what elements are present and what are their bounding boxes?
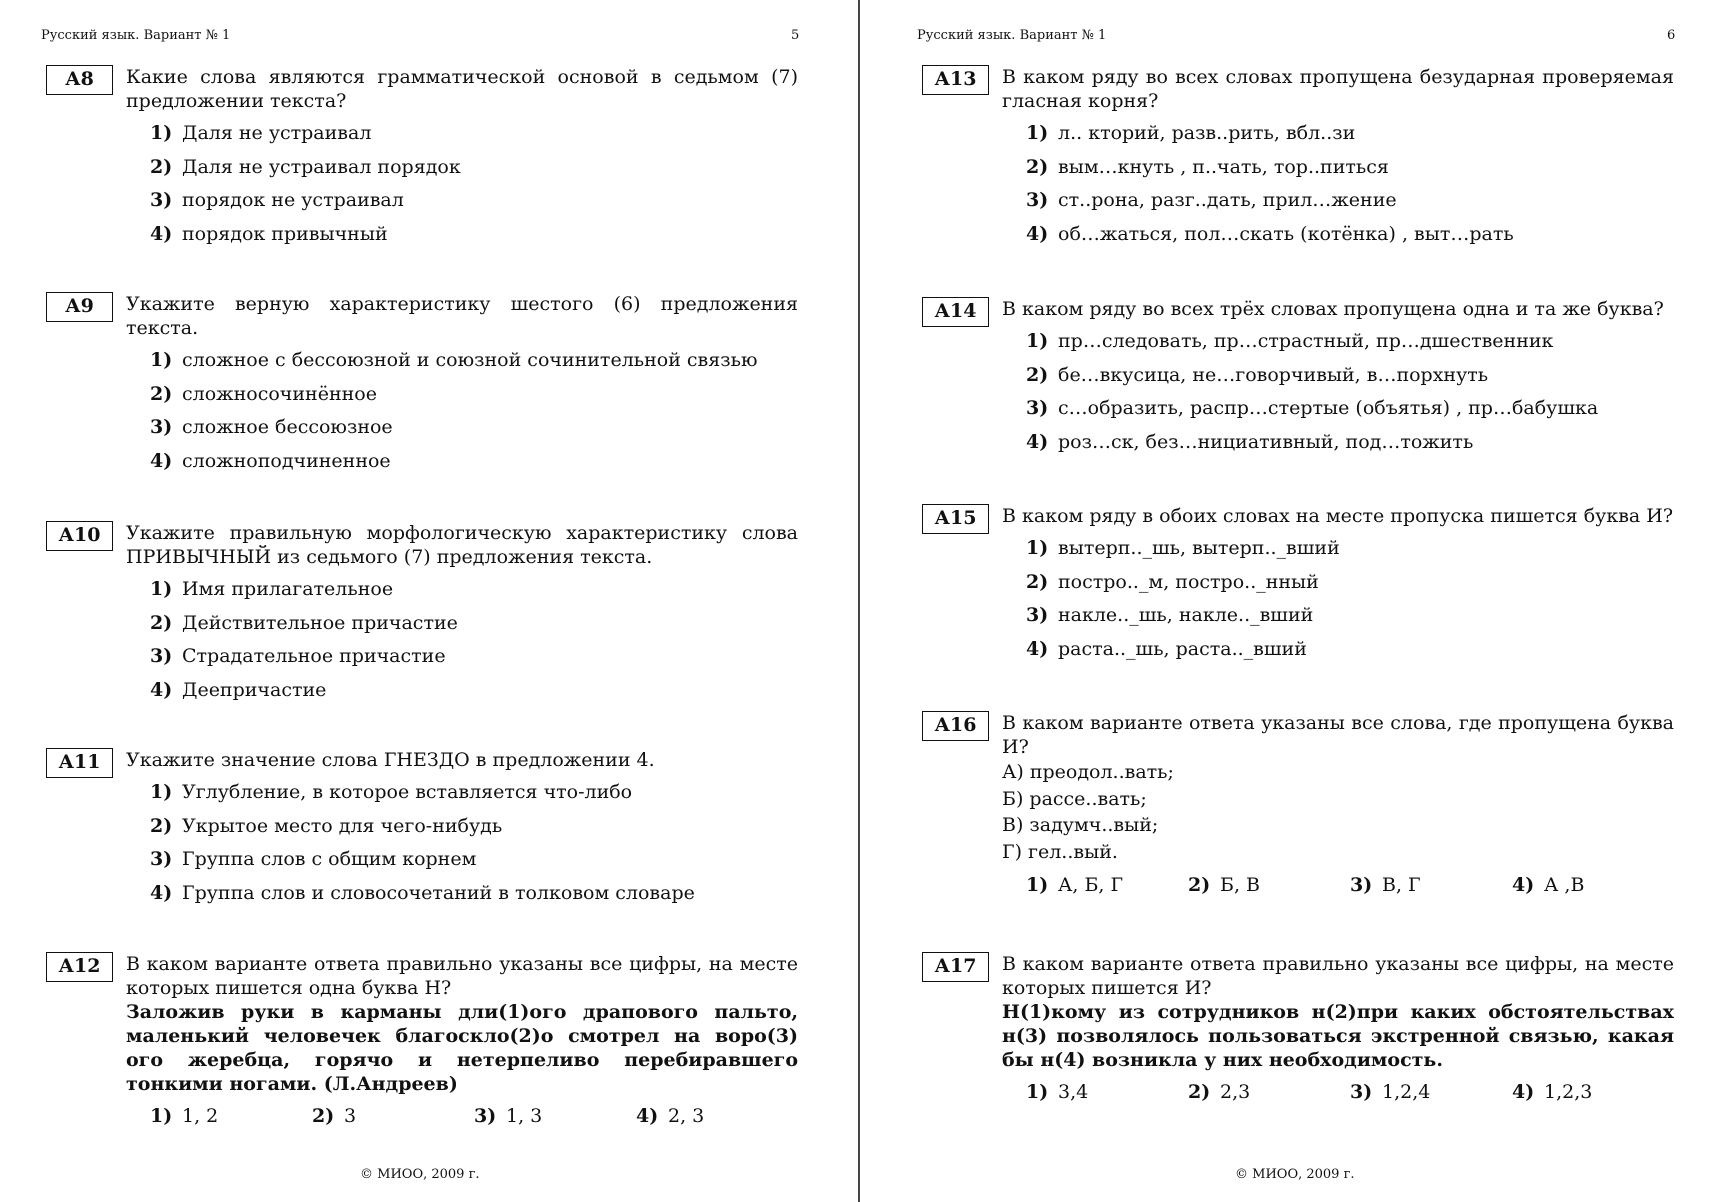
question-stem: Укажите правильную морфологическую характеристику слова ПРИВЫЧНЫЙ из седьмого (7) предложения текста. <box>126 522 798 568</box>
page-divider <box>858 0 860 1202</box>
answer-option[interactable]: 2) постро.._м, постро.._нный <box>1026 570 1319 593</box>
answer-option[interactable]: 4) А ,В <box>1512 874 1585 896</box>
word-item: А) преодол..вать; <box>1002 761 1174 783</box>
question-stem: В каком варианте ответа указаны все слова, где пропущена буква И? <box>1002 712 1674 758</box>
answer-option[interactable]: 4) Деепричастие <box>150 678 327 701</box>
answer-option[interactable]: 2) 3 <box>312 1105 357 1127</box>
question-label: А16 <box>922 711 989 741</box>
question-a15 <box>922 504 1674 666</box>
answer-option[interactable]: 1) Имя прилагательное <box>150 578 394 600</box>
question-a9 <box>46 292 798 478</box>
question-stem: Укажите значение слова ГНЕЗДО в предложении 4. <box>126 749 655 771</box>
answer-options <box>150 344 798 478</box>
question-a10 <box>46 521 798 707</box>
answer-option[interactable]: 1) А, Б, Г <box>1026 874 1124 896</box>
answer-option[interactable]: 4) раста.._шь, раста.._вший <box>1026 637 1307 660</box>
answer-options <box>1026 117 1674 251</box>
question-label: А8 <box>46 65 113 95</box>
answer-option[interactable]: 3) накле.._шь, накле.._вший <box>1026 604 1314 626</box>
answer-option[interactable]: 2) Укрытое место для чего-нибудь <box>150 814 503 837</box>
answer-option[interactable]: 4) 1,2,3 <box>1512 1081 1593 1103</box>
answer-option[interactable]: 1) пр…следовать, пр…страстный, пр…дшественник <box>1026 330 1554 352</box>
question-label: А12 <box>46 952 113 982</box>
question-label: А9 <box>46 292 113 322</box>
answer-option[interactable]: 4) порядок привычный <box>150 222 388 245</box>
question-a17 <box>922 952 1674 1110</box>
question-stem: В каком варианте ответа правильно указаны все цифры, на месте которых пишется одна буква Н? <box>126 953 798 999</box>
question-label: А13 <box>922 65 989 95</box>
answer-options <box>150 1100 798 1134</box>
footer-copyright: © МИОО, 2009 г. <box>360 1167 480 1182</box>
answer-option[interactable]: 3) 1, 3 <box>474 1105 543 1127</box>
answer-option[interactable]: 3) В, Г <box>1350 874 1421 896</box>
word-item: Б) рассе..вать; <box>1002 787 1147 810</box>
answer-option[interactable]: 4) Группа слов и словосочетаний в толковом словаре <box>150 881 695 904</box>
answer-options <box>150 573 798 707</box>
answer-option[interactable]: 3) с…образить, распр…стертые (объятья) , пр…бабушка <box>1026 397 1599 419</box>
question-label: А14 <box>922 297 989 327</box>
answer-option[interactable]: 3) порядок не устраивал <box>150 189 404 211</box>
page-5 <box>0 0 858 1202</box>
answer-option[interactable]: 2) сложносочинённое <box>150 382 377 405</box>
question-text-excerpt: Н(1)кому из сотрудников н(2)при каких обстоятельствах н(3) позволялось пользоваться экстренной связью, какая бы н(4) возникла у них необходимость. <box>1002 1001 1674 1071</box>
answer-option[interactable]: 1) Даля не устраивал <box>150 122 372 144</box>
question-stem: В каком ряду во всех трёх словах пропущена одна и та же буква? <box>1002 298 1664 320</box>
answer-option[interactable]: 2) Действительное причастие <box>150 611 458 634</box>
question-a13 <box>922 65 1674 251</box>
header-title: Русский язык. Вариант № 1 <box>41 28 231 43</box>
answer-option[interactable]: 2) вым…кнуть , п..чать, тор..питься <box>1026 155 1389 178</box>
answer-option[interactable]: 3) Группа слов с общим корнем <box>150 848 477 870</box>
question-label: А10 <box>46 521 113 551</box>
answer-option[interactable]: 2) 2,3 <box>1188 1081 1251 1103</box>
answer-option[interactable]: 1) сложное с бессоюзной и союзной сочинительной связью <box>150 349 758 371</box>
answer-option[interactable]: 2) Б, В <box>1188 874 1261 896</box>
page-number: 6 <box>1667 28 1676 43</box>
answer-option[interactable]: 1) вытерп.._шь, вытерп.._вший <box>1026 537 1340 559</box>
question-text-excerpt: Заложив руки в карманы дли(1)ого драпового пальто, маленький человечек благоскло(2)о смотрел на воро(3) ого жеребца, горячо и нетерпеливо перебиравшего тонкими ногами. (Л.Андреев) <box>126 1001 798 1095</box>
page-6 <box>862 0 1718 1202</box>
word-item: Г) гел..вый. <box>1002 840 1118 863</box>
answer-option[interactable]: 3) ст..рона, разг..дать, прил…жение <box>1026 189 1397 211</box>
question-stem: В каком ряду во всех словах пропущена безударная проверяемая гласная корня? <box>1002 66 1674 112</box>
answer-option[interactable]: 2) бе…вкусица, не…говорчивый, в…порхнуть <box>1026 363 1489 386</box>
question-stem: Укажите верную характеристику шестого (6) предложения текста. <box>126 293 798 339</box>
answer-options <box>150 776 798 910</box>
question-a16 <box>922 711 1674 903</box>
answer-option[interactable]: 4) 2, 3 <box>636 1105 705 1127</box>
question-a14 <box>922 297 1674 459</box>
answer-option[interactable]: 2) Даля не устраивал порядок <box>150 155 461 178</box>
answer-options <box>150 117 798 251</box>
question-label: А17 <box>922 952 989 982</box>
answer-options <box>1026 325 1674 459</box>
question-stem: В каком ряду в обоих словах на месте пропуска пишется буква И? <box>1002 505 1674 527</box>
answer-option[interactable]: 4) роз…ск, без…нициативный, под…тожить <box>1026 430 1474 453</box>
question-a8 <box>46 65 798 251</box>
header-title: Русский язык. Вариант № 1 <box>917 28 1107 43</box>
question-stem: В каком варианте ответа правильно указаны все цифры, на месте которых пишется И? <box>1002 953 1674 999</box>
answer-option[interactable]: 4) об…жаться, пол…скать (котёнка) , выт…рать <box>1026 222 1514 245</box>
question-label: А11 <box>46 748 113 778</box>
answer-option[interactable]: 1) Углубление, в которое вставляется что-либо <box>150 781 633 803</box>
answer-option[interactable]: 1) л.. кторий, разв..рить, вбл..зи <box>1026 122 1356 144</box>
question-stem: Какие слова являются грамматической основой в седьмом (7) предложении текста? <box>126 66 798 112</box>
answer-option[interactable]: 3) 1,2,4 <box>1350 1081 1431 1103</box>
page-number: 5 <box>791 28 800 43</box>
answer-option[interactable]: 1) 1, 2 <box>150 1105 219 1127</box>
answer-option[interactable]: 3) Страдательное причастие <box>150 645 446 667</box>
footer-copyright: © МИОО, 2009 г. <box>1235 1167 1355 1182</box>
answer-options <box>1026 869 1674 903</box>
question-label: А15 <box>922 504 989 534</box>
word-item: В) задумч..вый; <box>1002 814 1159 836</box>
answer-option[interactable]: 4) сложноподчиненное <box>150 449 391 472</box>
answer-options <box>1026 532 1674 666</box>
question-a12 <box>46 952 798 1134</box>
answer-option[interactable]: 1) 3,4 <box>1026 1081 1089 1103</box>
answer-options <box>1026 1076 1674 1110</box>
question-a11 <box>46 748 798 910</box>
answer-option[interactable]: 3) сложное бессоюзное <box>150 416 393 438</box>
